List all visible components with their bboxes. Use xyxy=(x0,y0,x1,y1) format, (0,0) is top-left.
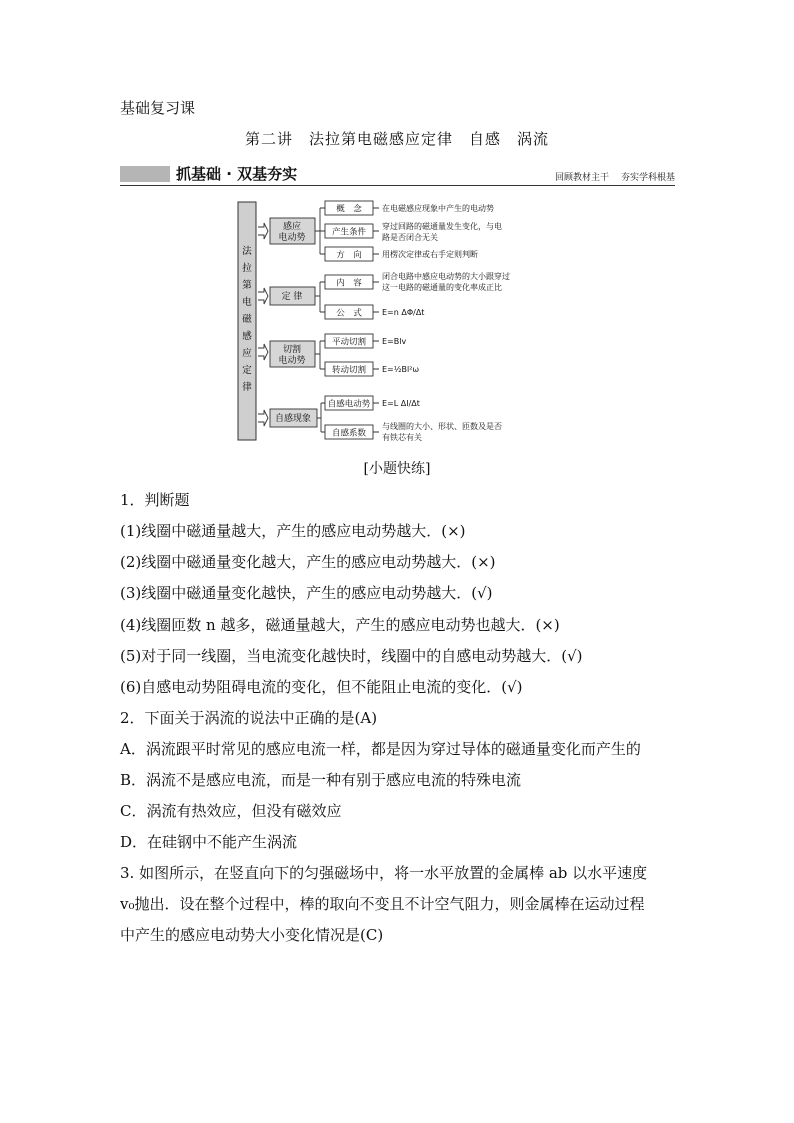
band-subtitle xyxy=(543,170,675,183)
item-desc-4b: 这一电路的磁通量的变化率成正比 xyxy=(382,283,502,292)
q1-item-6: (6)自感电动势阻碍电流的变化，但不能阻止电流的变化．(√) xyxy=(120,678,523,696)
item-label-8: 自感电动势 xyxy=(327,399,371,410)
cat-label-4: 自感现象 xyxy=(274,414,312,424)
cat-label-1b: 电动势 xyxy=(278,233,306,243)
band-marker xyxy=(120,166,170,182)
q1-item-4: (4)线圈匝数 n 越多，磁通量越大，产生的感应电动势也越大．(×) xyxy=(120,616,560,634)
item-label-3: 方 向 xyxy=(336,250,362,261)
lesson-title: 第二讲 法拉第电磁感应定律 自感 涡流 xyxy=(244,130,549,148)
concept-map xyxy=(236,198,566,442)
section-band xyxy=(120,163,675,186)
item-desc-7: E=½Bl²ω xyxy=(382,365,420,374)
q1-item-1: (1)线圈中磁通量越大，产生的感应电动势越大．(×) xyxy=(120,522,466,540)
root-label: 法拉第电磁感应定律 xyxy=(242,246,252,393)
band-subtitle-2: 夯实学科根基 xyxy=(620,173,675,183)
q1-item-5: (5)对于同一线圈，当电流变化越快时，线圈中的自感电动势越大．(√) xyxy=(120,647,583,665)
q2-option-a: A．涡流跟平时常见的感应电流一样，都是因为穿过导体的磁通量变化而产生的 xyxy=(120,740,641,758)
cat-label-2: 定 律 xyxy=(281,292,303,302)
arrow-4 xyxy=(258,410,268,426)
cat-label-1a: 感应 xyxy=(282,222,302,232)
item-desc-9b: 有铁芯有关 xyxy=(382,433,422,442)
item-desc-5: E=n ΔΦ/Δt xyxy=(382,308,425,317)
item-desc-9a: 与线圈的大小、形状、匝数及是否 xyxy=(382,422,502,431)
item-label-1: 概 念 xyxy=(336,204,362,215)
q2-option-d: D．在硅钢中不能产生涡流 xyxy=(120,833,298,851)
cat-label-3b: 电动势 xyxy=(278,356,306,366)
item-desc-1: 在电磁感应现象中产生的电动势 xyxy=(382,204,494,213)
band-title: 抓基础 · 双基夯实 xyxy=(176,165,298,183)
item-label-7: 转动切割 xyxy=(331,365,367,376)
arrow-2 xyxy=(258,288,268,304)
q2-option-b: B．涡流不是感应电流，而是一种有别于感应电流的特殊电流 xyxy=(120,771,522,789)
section-heading: [小题快练] xyxy=(363,461,431,477)
item-desc-2b: 路是否闭合无关 xyxy=(382,233,438,242)
q3-line-3: 中产生的感应电动势大小变化情况是(C) xyxy=(120,926,384,944)
item-label-6: 平动切割 xyxy=(331,337,367,348)
item-desc-8: E=L ΔI/Δt xyxy=(382,399,420,408)
q1-title: 1．判断题 xyxy=(120,491,190,509)
item-label-2: 产生条件 xyxy=(331,227,367,238)
item-label-9: 自感系数 xyxy=(331,428,367,439)
item-label-4: 内 容 xyxy=(336,278,362,289)
item-desc-4a: 闭合电路中感应电动势的大小跟穿过 xyxy=(382,272,510,281)
q1-item-3: (3)线圈中磁通量变化越快，产生的感应电动势越大．(√) xyxy=(120,584,493,602)
course-label: 基础复习课 xyxy=(120,99,196,117)
q1-item-2: (2)线圈中磁通量变化越大，产生的感应电动势越大．(×) xyxy=(120,553,496,571)
q2-stem: 2．下面关于涡流的说法中正确的是(A) xyxy=(120,709,378,727)
item-label-5: 公 式 xyxy=(336,308,362,319)
q3-line-2: v₀抛出．设在整个过程中，棒的取向不变且不计空气阻力，则金属棒在运动过程 xyxy=(120,895,645,913)
item-desc-6: E=Blv xyxy=(382,337,407,346)
item-desc-3: 用楞次定律或右手定则判断 xyxy=(382,250,478,259)
arrow-1 xyxy=(258,223,268,239)
item-desc-2a: 穿过回路的磁通量发生变化，与电 xyxy=(382,222,502,231)
band-subtitle-1: 回顾教材主干 xyxy=(554,173,609,183)
q2-option-c: C．涡流有热效应，但没有磁效应 xyxy=(120,802,342,820)
cat-label-3a: 切割 xyxy=(282,345,302,355)
arrow-3 xyxy=(258,344,268,360)
q3-line-1: 3. 如图所示，在竖直向下的匀强磁场中，将一水平放置的金属棒 ab 以水平速度 xyxy=(120,864,648,882)
